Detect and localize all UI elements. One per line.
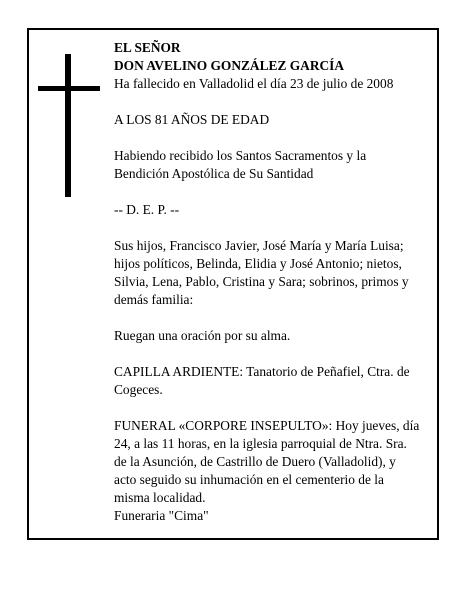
chapel-paragraph: CAPILLA ARDIENTE: Tanatorio de Peñafiel, Ctra. de Cogeces.	[114, 364, 410, 397]
cross-icon	[38, 54, 100, 197]
rip-line: -- D. E. P. --	[114, 202, 180, 217]
prayer-line: Ruegan una oración por su alma.	[114, 328, 291, 343]
cross-horizontal-bar	[38, 86, 100, 91]
cross-vertical-bar	[65, 54, 71, 197]
death-statement: Ha fallecido en Valladolid el día 23 de julio de 2008	[114, 76, 394, 91]
funeral-paragraph: FUNERAL «CORPORE INSEPULTO»: Hoy jueves, día 24, a las 11 horas, en la iglesia parroquial de Ntra. Sra. de la Asunción, de Castrillo de Duero (Valladolid), y acto seguido su inhumación en el cementerio de la misma localidad.	[114, 418, 420, 505]
funeral-home-line: Funeraria "Cima"	[114, 508, 209, 523]
sacraments-paragraph: Habiendo recibido los Santos Sacramentos y la Bendición Apostólica de Su Santidad	[114, 148, 367, 181]
family-paragraph: Sus hijos, Francisco Javier, José María y María Luisa; hijos políticos, Belinda, Elidia y José Antonio; nietos, Silvia, Lena, Pablo, Cristina y Sara; sobrinos, primos y demás familia:	[114, 238, 409, 307]
age-line: A LOS 81 AÑOS DE EDAD	[114, 112, 270, 127]
deceased-name: DON AVELINO GONZÁLEZ GARCÍA	[114, 58, 345, 73]
title-line: EL SEÑOR	[114, 40, 181, 55]
obituary-text	[114, 39, 434, 525]
